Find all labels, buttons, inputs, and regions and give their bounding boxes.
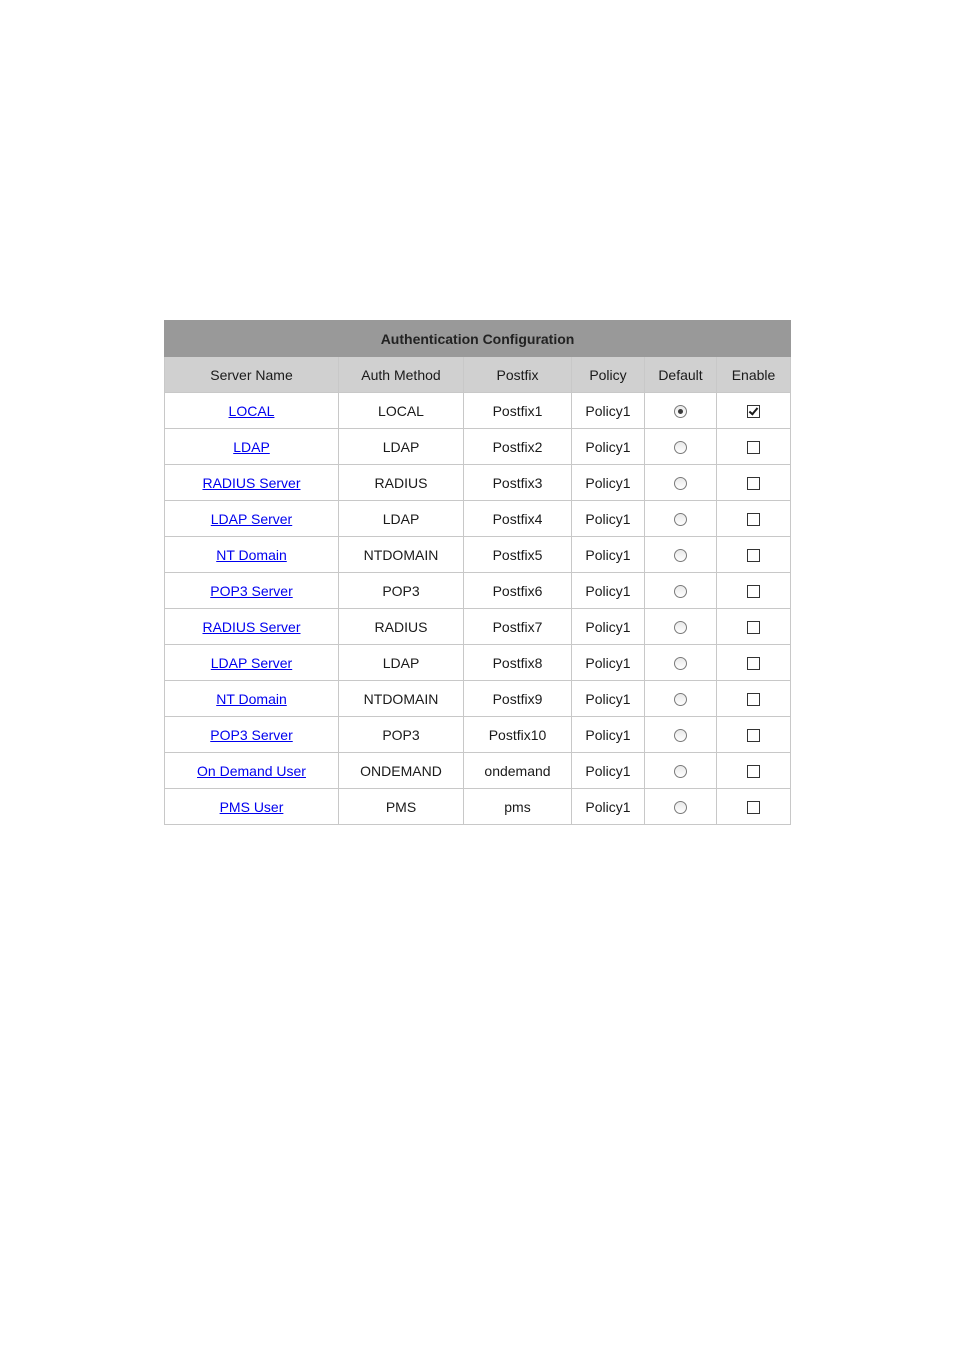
- server-name-cell: [165, 645, 339, 681]
- auth-method-cell: NTDOMAIN: [339, 537, 464, 573]
- server-name-link[interactable]: LDAP Server: [210, 654, 293, 671]
- server-name-link[interactable]: LDAP Server: [210, 510, 293, 527]
- postfix-cell: Postfix3: [464, 465, 572, 501]
- default-cell: [645, 429, 717, 465]
- policy-cell: Policy1: [572, 393, 645, 429]
- server-name-link[interactable]: LOCAL: [228, 402, 275, 419]
- server-name-cell: [165, 573, 339, 609]
- postfix-cell: Postfix5: [464, 537, 572, 573]
- table-row: [165, 537, 791, 573]
- postfix-cell: Postfix8: [464, 645, 572, 681]
- default-radio[interactable]: [674, 801, 687, 814]
- header-auth-method: Auth Method: [339, 357, 464, 393]
- policy-cell: Policy1: [572, 429, 645, 465]
- server-name-link[interactable]: LDAP: [233, 438, 270, 455]
- header-policy: Policy: [572, 357, 645, 393]
- server-name-cell: [165, 501, 339, 537]
- server-name-link[interactable]: PMS User: [219, 798, 284, 815]
- policy-cell: Policy1: [572, 501, 645, 537]
- auth-method-cell: NTDOMAIN: [339, 681, 464, 717]
- enable-cell: [717, 609, 791, 645]
- server-name-link[interactable]: RADIUS Server: [202, 618, 301, 635]
- default-cell: [645, 501, 717, 537]
- default-cell: [645, 537, 717, 573]
- enable-checkbox[interactable]: [747, 585, 760, 598]
- auth-method-cell: ONDEMAND: [339, 753, 464, 789]
- postfix-cell: Postfix4: [464, 501, 572, 537]
- default-radio[interactable]: [674, 477, 687, 490]
- default-cell: [645, 789, 717, 825]
- enable-checkbox[interactable]: [747, 441, 760, 454]
- auth-method-cell: RADIUS: [339, 609, 464, 645]
- default-radio[interactable]: [674, 585, 687, 598]
- enable-cell: [717, 789, 791, 825]
- server-name-cell: [165, 681, 339, 717]
- table-row: [165, 573, 791, 609]
- default-radio[interactable]: [674, 765, 687, 778]
- table-row: [165, 501, 791, 537]
- header-postfix: Postfix: [464, 357, 572, 393]
- server-name-cell: [165, 717, 339, 753]
- enable-checkbox[interactable]: [747, 693, 760, 706]
- server-name-link[interactable]: POP3 Server: [210, 582, 293, 599]
- table-title: Authentication Configuration: [165, 321, 791, 357]
- postfix-cell: Postfix7: [464, 609, 572, 645]
- policy-cell: Policy1: [572, 465, 645, 501]
- server-name-link[interactable]: NT Domain: [216, 546, 287, 563]
- postfix-cell: Postfix2: [464, 429, 572, 465]
- policy-cell: Policy1: [572, 681, 645, 717]
- default-radio[interactable]: [674, 405, 687, 418]
- policy-cell: Policy1: [572, 789, 645, 825]
- enable-checkbox[interactable]: [747, 477, 760, 490]
- default-radio[interactable]: [674, 729, 687, 742]
- enable-cell: [717, 573, 791, 609]
- postfix-cell: pms: [464, 789, 572, 825]
- table-row: [165, 717, 791, 753]
- header-enable: Enable: [717, 357, 791, 393]
- table-row: [165, 429, 791, 465]
- table-row: [165, 465, 791, 501]
- default-cell: [645, 645, 717, 681]
- auth-method-cell: RADIUS: [339, 465, 464, 501]
- default-cell: [645, 717, 717, 753]
- policy-cell: Policy1: [572, 573, 645, 609]
- table-body: [165, 393, 791, 825]
- authentication-configuration-table: [164, 320, 791, 825]
- table-row: [165, 681, 791, 717]
- enable-checkbox[interactable]: [747, 765, 760, 778]
- enable-checkbox[interactable]: [747, 549, 760, 562]
- enable-cell: [717, 537, 791, 573]
- default-radio[interactable]: [674, 549, 687, 562]
- postfix-cell: Postfix9: [464, 681, 572, 717]
- policy-cell: Policy1: [572, 537, 645, 573]
- enable-cell: [717, 645, 791, 681]
- auth-method-cell: POP3: [339, 717, 464, 753]
- enable-cell: [717, 717, 791, 753]
- default-cell: [645, 753, 717, 789]
- header-server-name: Server Name: [165, 357, 339, 393]
- enable-cell: [717, 393, 791, 429]
- enable-checkbox[interactable]: [747, 801, 760, 814]
- default-radio[interactable]: [674, 693, 687, 706]
- server-name-link[interactable]: On Demand User: [197, 762, 306, 779]
- default-cell: [645, 465, 717, 501]
- auth-method-cell: POP3: [339, 573, 464, 609]
- default-radio[interactable]: [674, 441, 687, 454]
- policy-cell: Policy1: [572, 609, 645, 645]
- default-cell: [645, 609, 717, 645]
- table-title-row: [165, 321, 791, 357]
- server-name-link[interactable]: RADIUS Server: [202, 474, 301, 491]
- server-name-cell: [165, 429, 339, 465]
- auth-method-cell: LOCAL: [339, 393, 464, 429]
- default-cell: [645, 393, 717, 429]
- table-header-row: [165, 357, 791, 393]
- server-name-cell: [165, 789, 339, 825]
- enable-cell: [717, 501, 791, 537]
- server-name-cell: [165, 609, 339, 645]
- enable-cell: [717, 465, 791, 501]
- default-radio[interactable]: [674, 513, 687, 526]
- auth-method-cell: PMS: [339, 789, 464, 825]
- enable-checkbox[interactable]: [747, 513, 760, 526]
- enable-checkbox[interactable]: [747, 729, 760, 742]
- server-name-cell: [165, 393, 339, 429]
- header-default: Default: [645, 357, 717, 393]
- postfix-cell: Postfix10: [464, 717, 572, 753]
- postfix-cell: ondemand: [464, 753, 572, 789]
- default-radio[interactable]: [674, 657, 687, 670]
- policy-cell: Policy1: [572, 645, 645, 681]
- table-row: [165, 645, 791, 681]
- policy-cell: Policy1: [572, 717, 645, 753]
- enable-checkbox[interactable]: [747, 621, 760, 634]
- server-name-cell: [165, 537, 339, 573]
- table-row: [165, 789, 791, 825]
- auth-method-cell: LDAP: [339, 429, 464, 465]
- postfix-cell: Postfix1: [464, 393, 572, 429]
- postfix-cell: Postfix6: [464, 573, 572, 609]
- server-name-link[interactable]: NT Domain: [216, 690, 287, 707]
- server-name-link[interactable]: POP3 Server: [210, 726, 293, 743]
- default-cell: [645, 681, 717, 717]
- enable-cell: [717, 429, 791, 465]
- auth-method-cell: LDAP: [339, 645, 464, 681]
- table-row: [165, 609, 791, 645]
- enable-checkbox[interactable]: [747, 657, 760, 670]
- server-name-cell: [165, 465, 339, 501]
- default-cell: [645, 573, 717, 609]
- table-row: [165, 393, 791, 429]
- policy-cell: Policy1: [572, 753, 645, 789]
- auth-method-cell: LDAP: [339, 501, 464, 537]
- enable-cell: [717, 753, 791, 789]
- default-radio[interactable]: [674, 621, 687, 634]
- enable-cell: [717, 681, 791, 717]
- server-name-cell: [165, 753, 339, 789]
- table-row: [165, 753, 791, 789]
- enable-checkbox[interactable]: [747, 405, 760, 418]
